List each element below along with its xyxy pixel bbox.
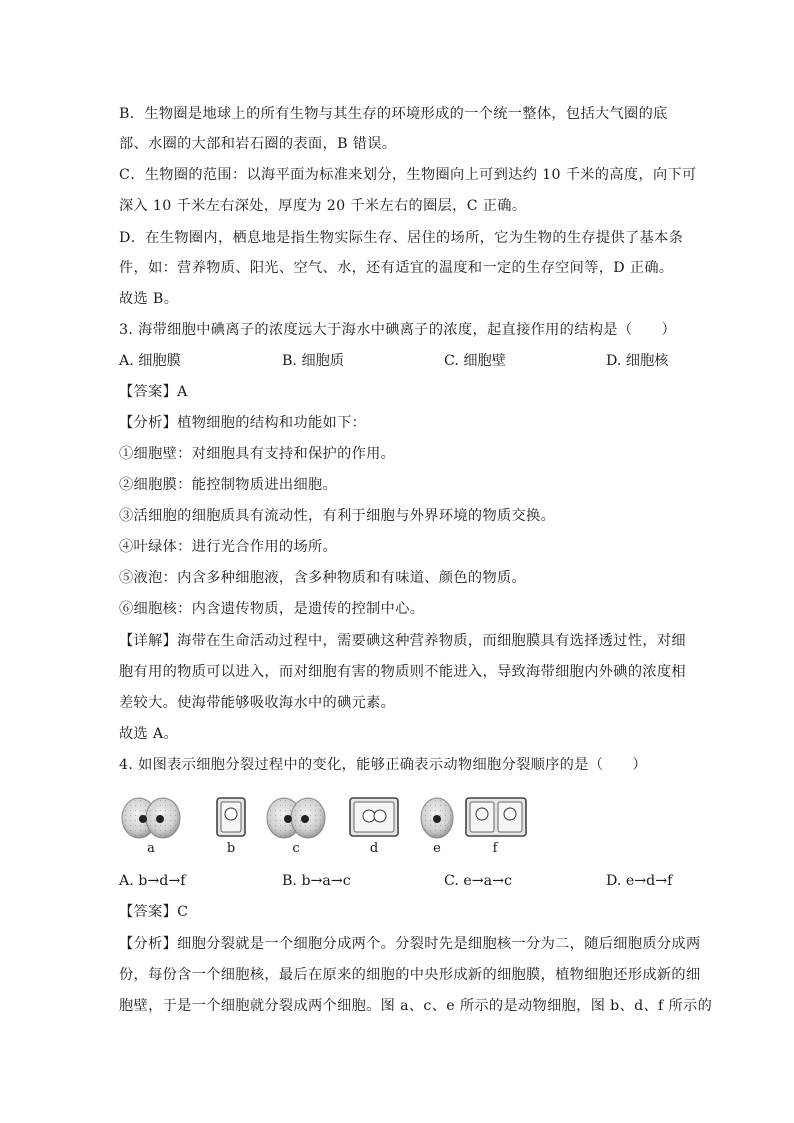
q3-option-a: A. 细胞膜	[119, 353, 181, 369]
q3-item-3: ③活细胞的细胞质具有流动性，有利于细胞与外界环境的物质交换。	[119, 508, 556, 524]
q3-analysis-title: 【分析】植物细胞的结构和功能如下：	[119, 415, 367, 431]
q4-analysis-line3: 胞壁，于是一个细胞就分裂成两个细胞。图 a、c、e 所示的是动物细胞，图 b、d、f 所示的	[119, 998, 713, 1014]
q3-option-c: C. 细胞壁	[444, 353, 506, 369]
q4-analysis-line2: 份，每份含一个细胞核，最后在原来的细胞的中央形成新的细胞膜，植物细胞还形成新的细	[119, 967, 701, 983]
q4-option-d: D. e→d→f	[606, 873, 673, 889]
q4-option-b: B. b→a→c	[282, 873, 351, 889]
q4-option-c: C. e→a→c	[444, 873, 512, 889]
q3-item-1: ①细胞壁：对细胞具有支持和保护的作用。	[119, 446, 396, 462]
cell-e	[421, 798, 453, 838]
q4-option-a: A. b→d→f	[119, 873, 186, 889]
q3-item-5: ⑤液泡：内含多种细胞液，含多种物质和有味道、颜色的物质。	[119, 570, 527, 586]
paragraph-d-line1: D．在生物圈内，栖息地是指生物实际生存、居住的场所，它为生物的生存提供了基本条	[119, 230, 684, 246]
cell-c	[267, 798, 325, 838]
question-4-stem: 4. 如图表示细胞分裂过程中的变化，能够正确表示动物细胞分裂顺序的是（ ）	[119, 757, 647, 773]
paragraph-d-line2: 件，如：营养物质、阳光、空气、水，还有适宜的温度和一定的生存空间等，D 正确。	[119, 260, 674, 276]
cell-a	[122, 798, 180, 838]
label-e: e	[433, 841, 441, 856]
q3-option-b: B. 细胞质	[282, 353, 345, 369]
q4-analysis-line1: 【分析】细胞分裂就是一个细胞分成两个。分裂时先是细胞核一分为二，随后细胞质分成两	[119, 936, 701, 952]
q3-item-2: ②细胞膜：能控制物质进出细胞。	[119, 477, 338, 493]
label-c: c	[292, 841, 300, 856]
paragraph-b-line1: B．生物圈是地球上的所有生物与其生存的环境形成的一个统一整体，包括大气圈的底	[119, 106, 668, 122]
q3-detail-line3: 差较大。使海带能够吸收海水中的碘元素。	[119, 695, 396, 711]
q3-answer: 【答案】A	[119, 384, 188, 400]
cell-division-figure	[119, 794, 539, 860]
cell-d	[350, 798, 398, 836]
q3-option-d: D. 细胞核	[606, 353, 669, 369]
q4-answer: 【答案】C	[119, 904, 189, 920]
cell-b	[217, 798, 245, 836]
q3-item-6: ⑥细胞核：内含遗传物质，是遗传的控制中心。	[119, 601, 425, 617]
paragraph-c-line1: C．生物圈的范围：以海平面为标准来划分，生物圈向上可到达约 10 千米的高度，向下可	[119, 167, 697, 183]
label-d: d	[369, 841, 379, 856]
choose-a: 故选 A。	[119, 726, 179, 742]
paragraph-c-line2: 深入 10 千米左右深处，厚度为 20 千米左右的圈层，C 正确。	[119, 198, 527, 214]
label-f: f	[492, 841, 498, 856]
q3-detail-line1: 【详解】海带在生命活动过程中，需要碘这种营养物质，而细胞膜具有选择透过性，对细	[119, 633, 686, 649]
cell-division-illustration	[119, 794, 539, 840]
label-a: a	[147, 841, 155, 856]
q3-detail-line2: 胞有用的物质可以进入，而对细胞有害的物质则不能进入，导致海带细胞内外碘的浓度相	[119, 664, 686, 680]
choose-b: 故选 B。	[119, 291, 179, 307]
cell-f	[466, 798, 526, 836]
question-3-stem: 3. 海带细胞中碘离子的浓度远大于海水中碘离子的浓度，起直接作用的结构是（ ）	[119, 322, 676, 338]
paragraph-b-line2: 部、水圈的大部和岩石圈的表面，B 错误。	[119, 136, 397, 152]
label-b: b	[226, 841, 236, 856]
q3-item-4: ④叶绿体：进行光合作用的场所。	[119, 539, 338, 555]
